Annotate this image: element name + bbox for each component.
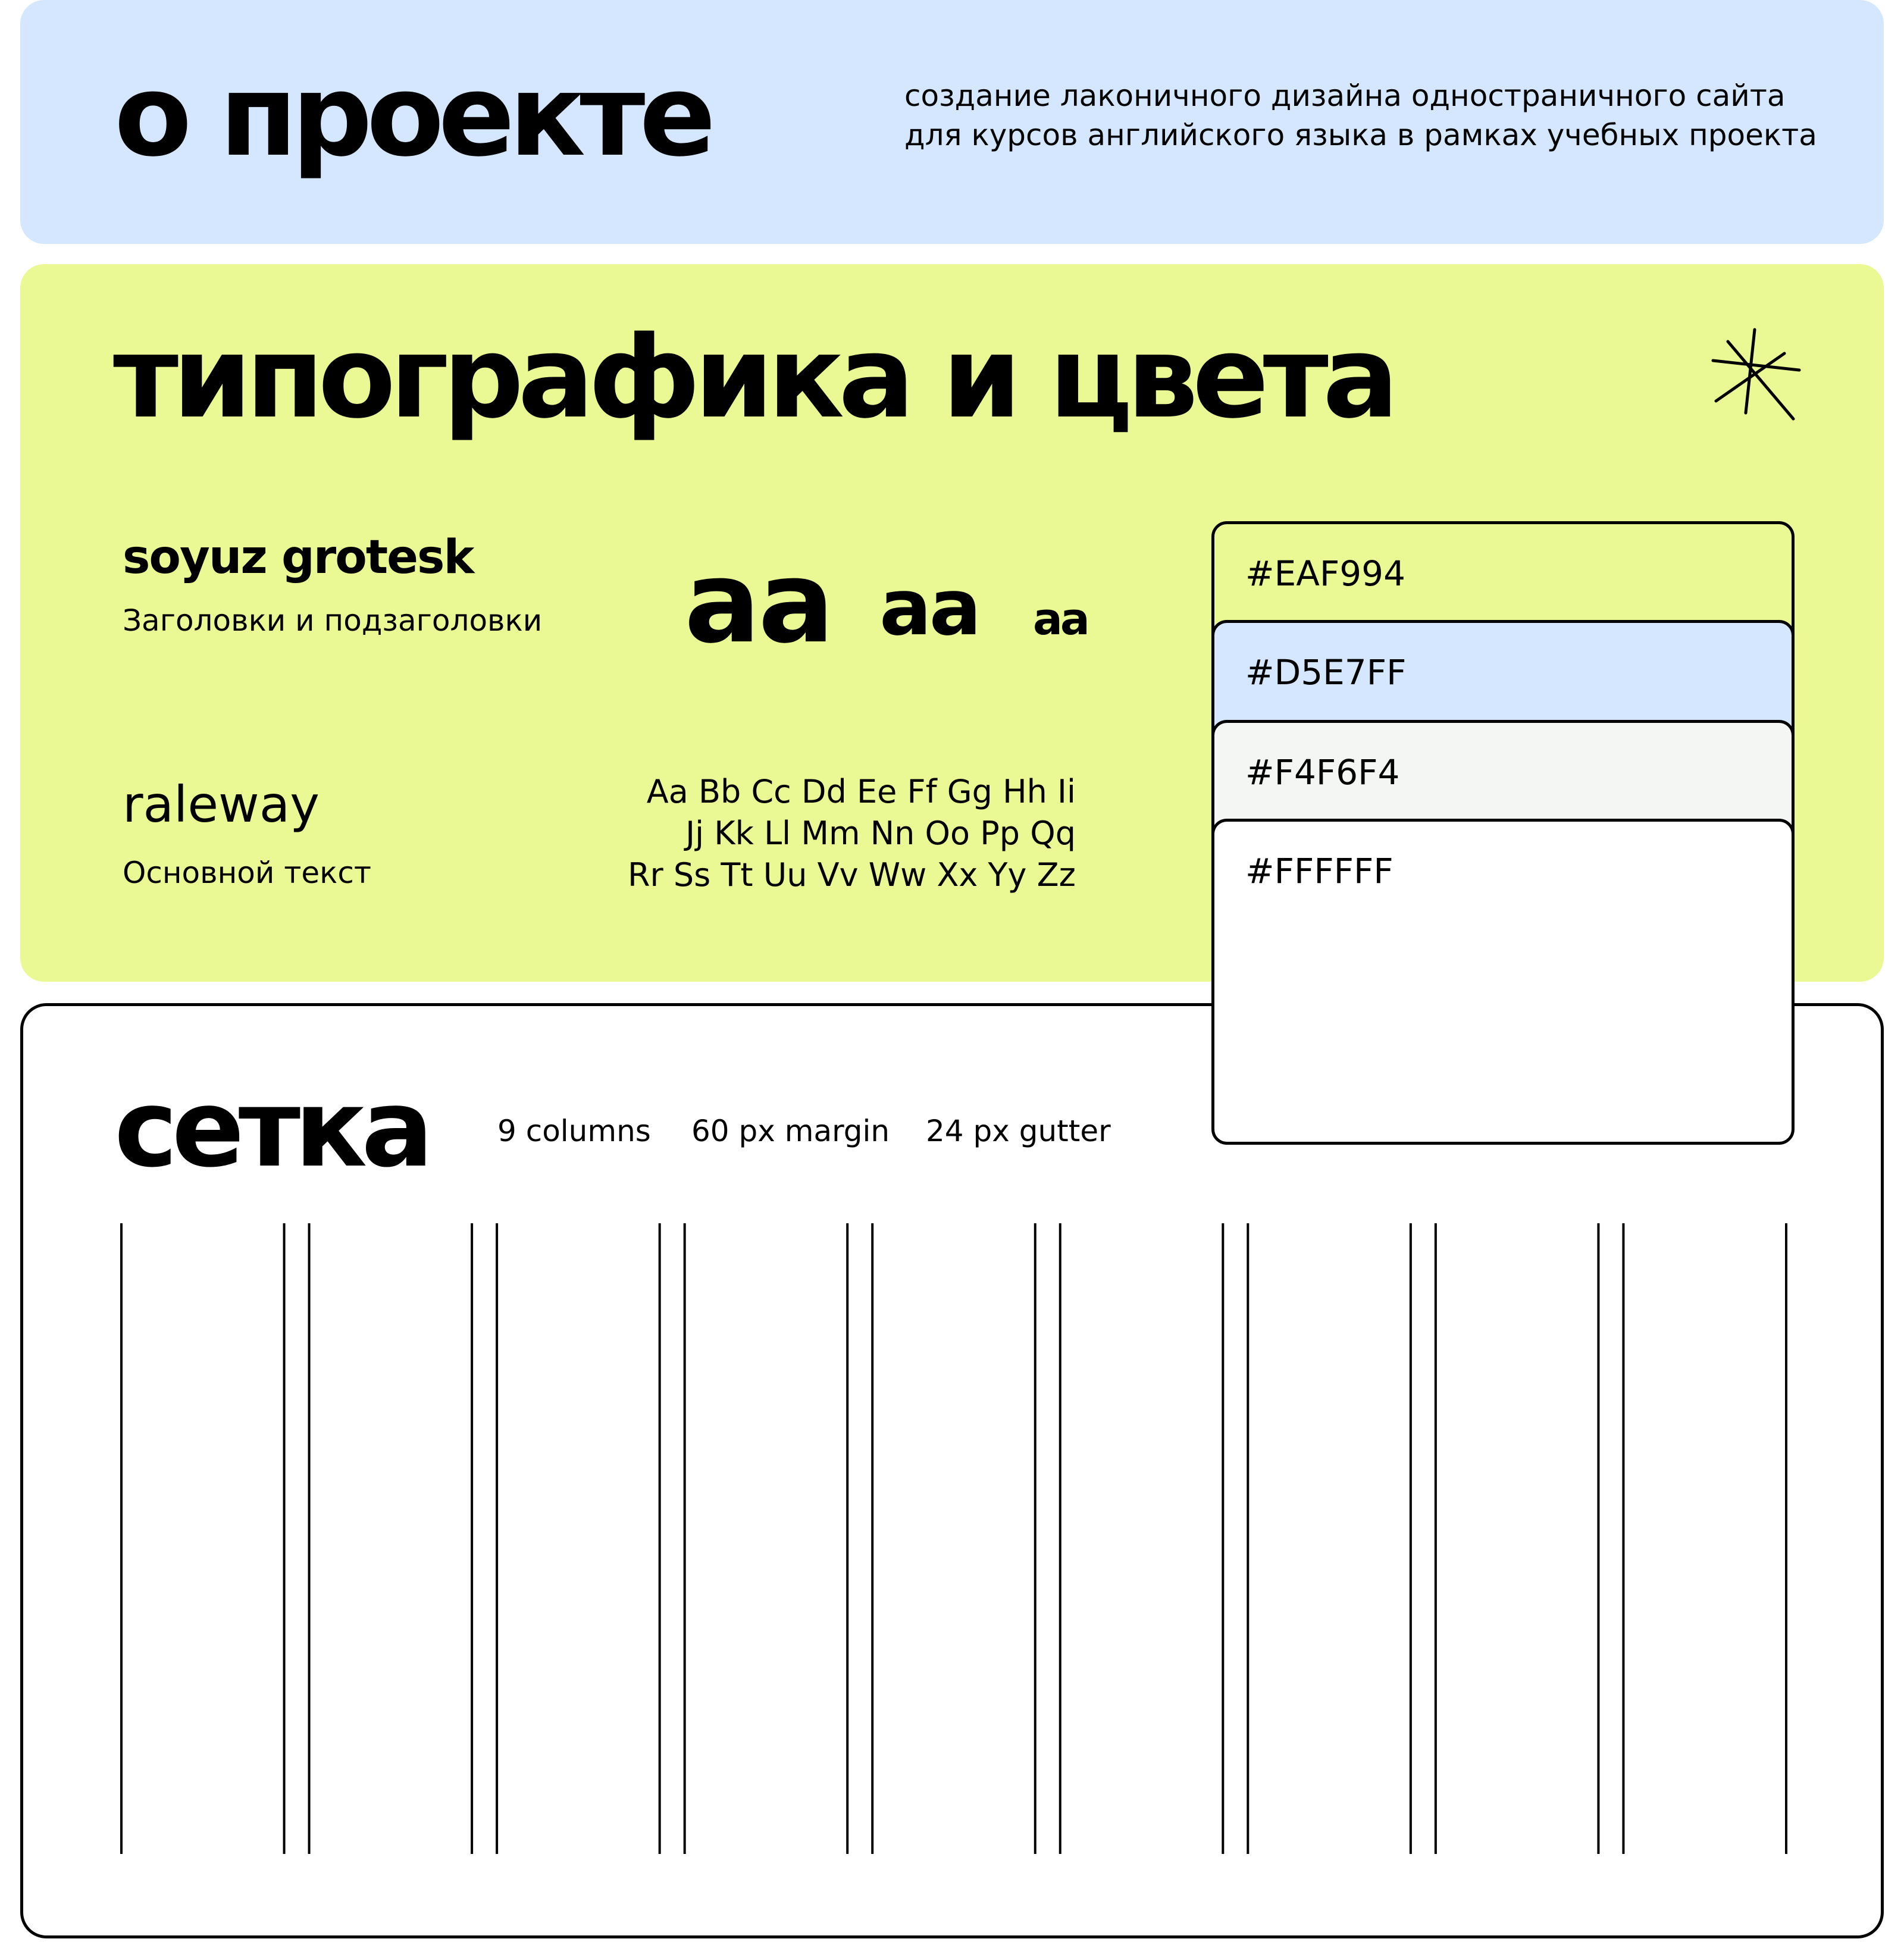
color-hex-label: #F4F6F4 [1245, 752, 1400, 793]
color-hex-label: #D5E7FF [1245, 652, 1407, 693]
grid-gutter-spec: 24 px gutter [926, 1114, 1111, 1148]
heading-font-usage: Заголовки и подзаголовки [123, 603, 543, 638]
typography-title: типографика и цвета [113, 312, 1393, 443]
alphabet-line: Jj Kk Ll Mm Nn Oo Pp Qq [685, 815, 1076, 852]
grid-columns-diagram [0, 1223, 1904, 1854]
alphabet-line: Rr Ss Tt Uu Vv Ww Xx Yy Zz [627, 856, 1076, 894]
about-description [904, 76, 1817, 155]
about-description-line: создание лаконичного дизайна одностраничного сайта [904, 79, 1786, 113]
grid-margin-spec: 60 px margin [691, 1114, 890, 1148]
heading-font-name: soyuz grotesk [123, 531, 474, 584]
body-font-name: raleway [123, 775, 320, 834]
about-description-line: для курсов английского языка в рамках учебных проекта [904, 118, 1817, 152]
font-sample-small: aa [1033, 594, 1088, 645]
about-title: о проекте [114, 50, 710, 181]
color-swatch [1211, 819, 1795, 1145]
grid-columns-spec: 9 columns [497, 1114, 651, 1148]
grid-title: сетка [114, 1067, 428, 1191]
body-font-usage: Основной текст [123, 856, 371, 890]
asterisk-icon [1704, 324, 1805, 425]
font-sample-large: aa [684, 537, 832, 668]
font-sample-medium: aa [879, 562, 979, 653]
color-hex-label: #FFFFFF [1245, 851, 1393, 891]
alphabet-line: Aa Bb Cc Dd Ee Ff Gg Hh Ii [646, 773, 1076, 810]
color-hex-label: #EAF994 [1245, 553, 1405, 594]
alphabet-sample [628, 771, 1076, 896]
